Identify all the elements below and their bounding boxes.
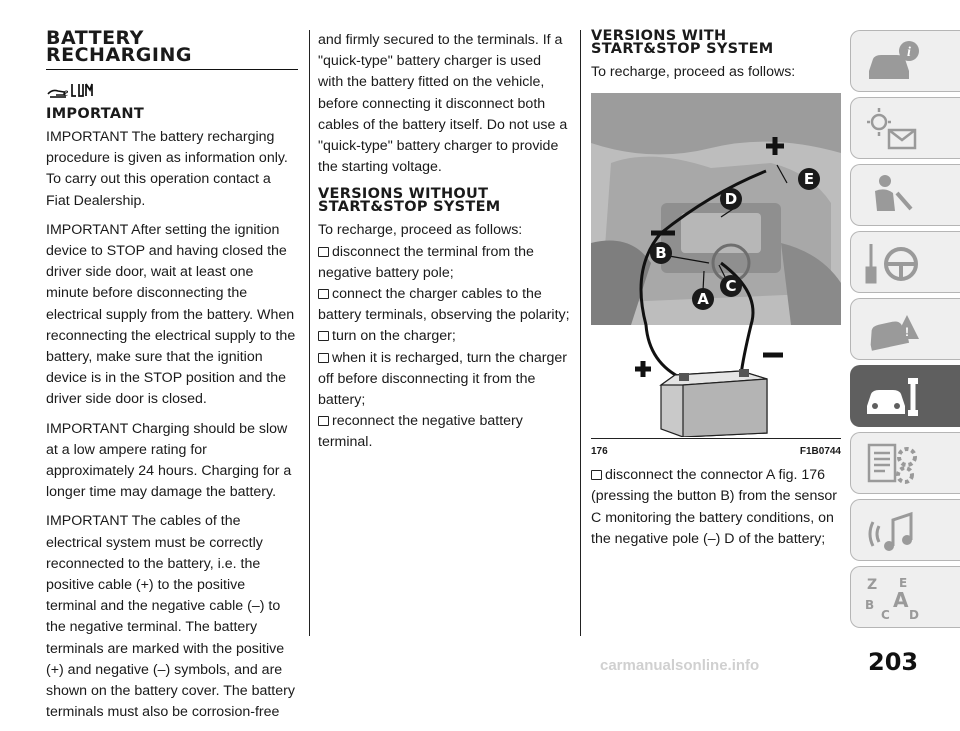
step-text: disconnect the terminal from the negative battery pole; — [318, 243, 534, 281]
battery-illustration — [591, 93, 841, 437]
car-maintenance-icon — [863, 372, 923, 422]
step-item — [318, 326, 570, 347]
callout-a: A — [697, 290, 709, 309]
column-right — [591, 30, 841, 550]
callout-b: B — [655, 244, 667, 263]
tab-multimedia[interactable] — [850, 499, 960, 561]
figure-number: 176 — [591, 446, 608, 458]
figure-caption — [591, 438, 841, 458]
checkbox-bullet-icon — [318, 247, 329, 257]
tab-steering[interactable] — [850, 231, 960, 293]
step-text: reconnect the negative battery terminal. — [318, 413, 523, 451]
figure-code: F1B0744 — [799, 446, 841, 458]
subheading-line-2: START&STOP SYSTEM — [318, 199, 501, 216]
intro-text: To recharge, proceed as follows: — [318, 222, 523, 239]
svg-text:e: e — [63, 85, 69, 99]
checkbox-bullet-icon — [318, 353, 329, 363]
svg-text:B: B — [865, 598, 875, 612]
svg-text:E: E — [899, 576, 908, 590]
checkbox-bullet-icon — [318, 416, 329, 426]
step-text: connect the charger cables to the battery terminals, observing the polarity; — [318, 286, 570, 324]
multimedia-icon — [863, 506, 923, 556]
tab-maintenance[interactable] — [850, 365, 960, 427]
watermark: carmanualsonline.info — [600, 657, 760, 674]
warning-lights-icon — [863, 104, 923, 154]
paragraph: and firmly secured to the terminals. If a "quick-type" battery charger is used with the battery fitted on the vehicle, before connecting it disconnect both cables of the battery itself. Do not use a "quick-type" battery charger to provide the starting voltage. — [318, 32, 568, 176]
charger-battery — [661, 369, 767, 437]
important-heading: IMPORTANT — [46, 106, 145, 122]
svg-text:Z: Z — [867, 577, 878, 593]
svg-text:!: ! — [905, 325, 909, 339]
hand-battery-warning-icon — [46, 80, 94, 100]
section-title-line-2: RECHARGING — [46, 44, 192, 66]
tab-warning-lights[interactable] — [850, 97, 960, 159]
tab-safety[interactable] — [850, 164, 960, 226]
svg-text:A: A — [893, 588, 909, 612]
step-text: turn on the charger; — [332, 328, 456, 345]
car-breakdown-icon — [863, 305, 923, 355]
technical-data-icon — [863, 439, 923, 489]
svg-text:C: C — [881, 608, 890, 622]
column-left — [46, 27, 298, 731]
paragraph: IMPORTANT The cables of the electrical system must be correctly reconnected to the battery, i.e. the positive cable (+) to the positive terminal and the negative cable (–) to the negative terminal. The battery terminals are marked with the positive (+) and negative (–) symbols, and are shown on the battery cover. The battery terminals must also be corrosion-free — [46, 513, 295, 721]
column-divider — [309, 30, 310, 636]
step-item — [318, 348, 570, 412]
checkbox-bullet-icon — [318, 289, 329, 299]
callout-e: E — [803, 170, 815, 189]
page-number: 203 — [868, 648, 919, 676]
tab-index[interactable] — [850, 566, 960, 628]
seat-safety-icon — [863, 171, 923, 221]
subheading-line-1: VERSIONS WITHOUT — [318, 186, 489, 203]
subheading-line-1: VERSIONS WITH — [591, 28, 727, 44]
figure-battery-charging — [591, 93, 841, 458]
step-item — [591, 465, 841, 550]
section-title — [46, 27, 298, 70]
car-info-icon — [863, 37, 923, 87]
subheading-without-start-stop — [318, 188, 570, 214]
checkbox-bullet-icon — [591, 470, 602, 480]
intro-text: To recharge, proceed as follows: — [591, 64, 796, 80]
callout-d: D — [724, 190, 738, 209]
step-text: disconnect the connector A fig. 176 (pressing the button B) from the sensor C monitoring the battery conditions, on the negative pole (–) D of the battery; — [591, 467, 838, 547]
column-middle — [318, 30, 570, 454]
column-divider — [580, 30, 581, 636]
section-title-line-1: BATTERY — [46, 27, 144, 49]
paragraph: IMPORTANT Charging should be slow at a low ampere rating for approximately 24 hours. Charging for a longer time may damage the battery. — [46, 420, 292, 501]
svg-text:D: D — [909, 608, 919, 622]
checkbox-bullet-icon — [318, 331, 329, 341]
tab-emergency[interactable] — [850, 298, 960, 360]
step-text: when it is recharged, turn the charger off before disconnecting it from the battery; — [318, 349, 568, 409]
index-letters-icon — [863, 573, 923, 623]
tab-car-info[interactable] — [850, 30, 960, 92]
tab-technical-data[interactable] — [850, 432, 960, 494]
subheading-line-2: START&STOP SYSTEM — [591, 41, 774, 57]
subheading-with-start-stop — [591, 30, 841, 56]
svg-text:i: i — [907, 45, 911, 60]
paragraph: IMPORTANT After setting the ignition device to STOP and having closed the driver side door, wait at least one minute before disconnecting the electrical supply from the battery. When reconnecting the electrical supply to the battery, make sure that the ignition device is in the STOP position and the driver side door is closed. — [46, 221, 296, 408]
paragraph: IMPORTANT The battery recharging procedure is given as information only. To carry out this operation contact a Fiat Dealership. — [46, 129, 288, 209]
steering-wheel-icon — [863, 238, 923, 288]
step-item — [318, 284, 570, 326]
step-item — [318, 242, 570, 284]
callout-c: C — [725, 277, 737, 296]
step-item — [318, 411, 570, 453]
